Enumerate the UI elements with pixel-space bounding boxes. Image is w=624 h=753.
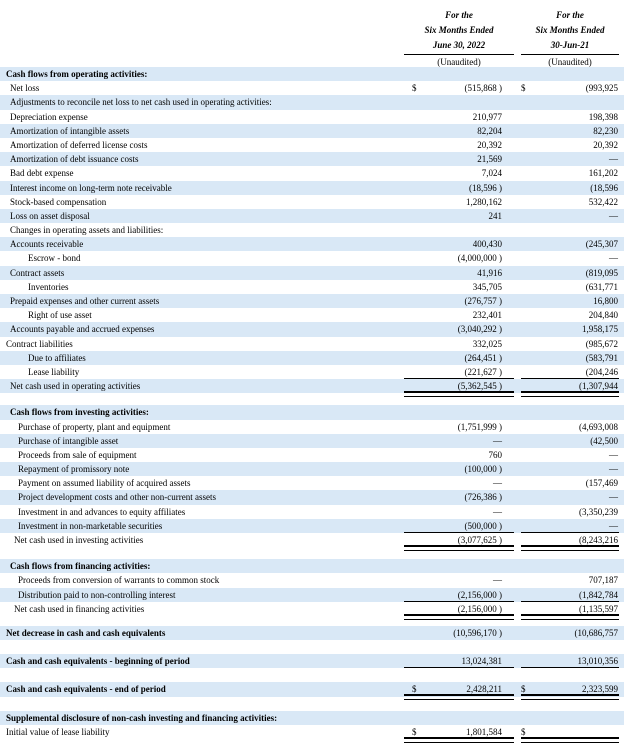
double-underline <box>521 614 619 620</box>
row-label: Amortization of debt issuance costs <box>10 154 139 165</box>
table-row <box>0 725 624 739</box>
unaudited-label: (Unaudited) <box>404 54 514 70</box>
value-2022: (100,000 ) <box>464 464 502 475</box>
value-2021: (8,243,216 <box>579 535 618 545</box>
table-row <box>0 181 624 195</box>
double-underline <box>521 694 619 700</box>
row-label: Adjustments to reconcile net loss to net cash used in operating activities: <box>10 97 272 108</box>
underline <box>404 667 514 668</box>
value-2022: — <box>493 506 502 517</box>
unaudited-label: (Unaudited) <box>521 54 619 70</box>
table-row <box>0 490 624 504</box>
value-2021: — <box>609 464 618 475</box>
value-2022: (5,362,545 ) <box>457 381 502 392</box>
value-2022: — <box>493 435 502 446</box>
value-2022: 400,430 <box>472 239 502 250</box>
row-label: Contract liabilities <box>6 338 73 349</box>
dollar-sign: $ <box>412 684 417 695</box>
table-row <box>0 266 624 280</box>
header-line: 30-Jun-21 <box>550 40 590 50</box>
double-underline <box>521 391 619 397</box>
value-2022: 1,280,162 <box>466 196 502 207</box>
double-underline <box>404 737 514 743</box>
table-row <box>0 420 624 434</box>
row-label: Purchase of property, plant and equipment <box>18 421 171 432</box>
dollar-sign: $ <box>412 726 417 737</box>
row-label: Net loss <box>10 83 40 94</box>
row-label: Distribution paid to non-controlling interest <box>18 589 176 600</box>
row-label: Repayment of promissory note <box>18 464 130 475</box>
value-2021: 20,392 <box>593 139 618 150</box>
row-label: Proceeds from conversion of warrants to common stock <box>18 575 220 586</box>
double-underline <box>521 545 619 551</box>
row-label: Payment on assumed liability of acquired assets <box>18 478 191 489</box>
column-header <box>0 0 624 67</box>
table-row <box>0 519 624 533</box>
header-line: Six Months Ended <box>424 25 494 35</box>
supplemental-title <box>0 711 624 725</box>
value-2022: 13,024,381 <box>461 656 502 667</box>
value-2021: 707,187 <box>588 575 618 586</box>
table-row <box>0 280 624 294</box>
total-row-operating <box>0 379 624 393</box>
row-label: Net cash used in operating activities <box>10 381 141 392</box>
value-2021: — <box>609 449 618 460</box>
row-label: Purchase of intangible asset <box>18 435 119 446</box>
value-2022: 82,204 <box>477 125 502 136</box>
value-2021: (1,307,944 <box>579 381 618 392</box>
value-2021: — <box>609 520 618 531</box>
row-label: Investment in and advances to equity affiliates <box>18 506 186 517</box>
value-2022: — <box>493 478 502 489</box>
value-2021: 82,230 <box>593 125 618 136</box>
row-label: Bad debt expense <box>10 168 74 179</box>
row-label: Accounts receivable <box>10 239 84 250</box>
table-row <box>0 95 624 109</box>
table-row <box>0 166 624 180</box>
value-2022: (276,757 ) <box>464 296 502 306</box>
value-2022: (264,451 ) <box>464 352 502 363</box>
row-label: Project development costs and other non-current assets <box>18 492 216 503</box>
value-2022: 7,024 <box>481 168 502 179</box>
table-row <box>0 223 624 237</box>
double-underline <box>404 614 514 620</box>
row-label: Due to affiliates <box>28 352 86 363</box>
dollar-sign: $ <box>521 684 526 695</box>
table-row <box>0 476 624 490</box>
value-2022: (1,751,999 ) <box>457 421 502 432</box>
value-2022: (3,077,625 ) <box>457 535 502 545</box>
table-row <box>0 81 624 95</box>
table-row <box>0 505 624 519</box>
value-2021: (1,842,784 <box>579 589 618 600</box>
table-row <box>0 110 624 124</box>
value-2022: 20,392 <box>477 139 502 150</box>
header-line: June 30, 2022 <box>432 40 486 50</box>
value-2021: (993,925 <box>585 83 618 94</box>
section-title-financing <box>0 559 624 573</box>
net-decrease-row <box>0 626 624 640</box>
header-line: For the <box>556 10 584 20</box>
section-title-investing <box>0 405 624 419</box>
value-2021: 13,010,356 <box>577 656 618 667</box>
underline <box>521 667 619 668</box>
value-2022: (500,000 ) <box>464 520 502 531</box>
value-2022: (221,627 ) <box>464 366 502 377</box>
value-2021: (18,596 <box>590 182 618 193</box>
row-label: Cash flows from financing activities: <box>10 561 151 572</box>
table-row <box>0 365 624 379</box>
row-label: Investment in non-marketable securities <box>18 520 163 531</box>
table-row <box>0 124 624 138</box>
row-label: Amortization of intangible assets <box>10 125 130 136</box>
value-2022: (3,040,292 ) <box>457 324 502 335</box>
row-label: Initial value of lease liability <box>6 726 110 737</box>
value-2021: 16,800 <box>593 296 618 306</box>
row-label: Stock-based compensation <box>10 196 107 207</box>
row-label: Accounts payable and accrued expenses <box>10 324 155 335</box>
dollar-sign: $ <box>521 726 526 737</box>
row-label: Cash and cash equivalents - beginning of period <box>6 656 190 667</box>
table-row <box>0 588 624 602</box>
total-row-financing <box>0 602 624 616</box>
table-row <box>0 351 624 365</box>
value-2022: 1,801,584 <box>466 726 502 737</box>
table-row <box>0 573 624 587</box>
section-title-operating <box>0 67 624 81</box>
table-row <box>0 237 624 251</box>
value-2022: 41,916 <box>477 267 502 278</box>
row-label: Interest income on long-term note receivable <box>10 182 172 193</box>
value-2022: (2,156,000 ) <box>457 589 502 600</box>
table-row <box>0 209 624 223</box>
row-label: Loss on asset disposal <box>10 210 90 221</box>
total-row-investing <box>0 533 624 547</box>
column-header-2022 <box>404 8 514 70</box>
value-2022: 332,025 <box>472 338 502 349</box>
value-2021: (3,350,239 <box>579 506 618 517</box>
row-label: Contract assets <box>10 267 65 278</box>
value-2021: 198,398 <box>588 111 618 122</box>
value-2021: (157,469 <box>585 478 618 489</box>
value-2022: (726,386 ) <box>464 492 502 503</box>
row-label: Cash flows from investing activities: <box>10 407 149 418</box>
table-row <box>0 152 624 166</box>
value-2022: (2,156,000 ) <box>457 603 502 614</box>
value-2021: — <box>609 210 618 221</box>
table-row <box>0 434 624 448</box>
table-row <box>0 337 624 351</box>
table-row <box>0 308 624 322</box>
value-2021: (1,135,597 <box>579 603 618 614</box>
row-label: Amortization of deferred license costs <box>10 139 148 150</box>
value-2021: 1,958,175 <box>582 324 618 335</box>
value-2021: 204,840 <box>588 310 618 321</box>
row-label: Changes in operating assets and liabilities: <box>10 225 164 236</box>
dollar-sign: $ <box>521 83 526 94</box>
table-row <box>0 195 624 209</box>
value-2021: (204,246 <box>585 366 618 377</box>
double-underline <box>404 545 514 551</box>
row-label: Net cash used in financing activities <box>14 603 145 614</box>
table-row <box>0 322 624 336</box>
column-header-2021 <box>521 8 619 70</box>
value-2022: 232,401 <box>472 310 502 321</box>
value-2022: 2,428,211 <box>466 684 502 695</box>
header-line: Six Months Ended <box>535 25 605 35</box>
value-2021: (819,095 <box>585 267 618 278</box>
table-row <box>0 294 624 308</box>
row-label: Net cash used in investing activities <box>14 535 144 545</box>
value-2021: (631,771 <box>585 281 618 292</box>
value-2021: 532,422 <box>588 196 618 207</box>
value-2021: (583,791 <box>585 352 618 363</box>
row-label: Inventories <box>28 281 69 292</box>
value-2022: 21,569 <box>477 154 502 165</box>
value-2021: — <box>609 154 618 165</box>
double-underline <box>404 391 514 397</box>
table-row <box>0 462 624 476</box>
row-label: Proceeds from sale of equipment <box>18 449 137 460</box>
ending-cash-row <box>0 682 624 696</box>
value-2022: (515,868 ) <box>464 83 502 94</box>
row-label: Prepaid expenses and other current assets <box>10 296 160 306</box>
value-2021: (985,672 <box>585 338 618 349</box>
value-2021: — <box>609 253 618 264</box>
row-label: Net decrease in cash and cash equivalents <box>6 627 166 638</box>
value-2021: — <box>609 492 618 503</box>
header-line: For the <box>445 10 473 20</box>
row-label: Escrow - bond <box>28 253 81 264</box>
value-2022: 345,705 <box>472 281 502 292</box>
value-2022: (18,596 ) <box>469 182 502 193</box>
value-2021: (42,500 <box>590 435 618 446</box>
table-row <box>0 448 624 462</box>
value-2022: — <box>493 575 502 586</box>
value-2022: (10,596,170 ) <box>453 627 502 638</box>
row-label: Right of use asset <box>28 310 92 321</box>
value-2022: 210,977 <box>472 111 502 122</box>
value-2021: (4,693,008 <box>579 421 618 432</box>
value-2021: (10,686,757 <box>574 627 618 638</box>
row-label: Depreciation expense <box>10 111 88 122</box>
dollar-sign: $ <box>412 83 417 94</box>
value-2021: (245,307 <box>585 239 618 250</box>
beginning-cash-row <box>0 654 624 668</box>
row-label: Supplemental disclosure of non-cash investing and financing activities: <box>6 712 278 723</box>
cash-flow-statement <box>0 67 624 739</box>
double-underline <box>404 694 514 700</box>
double-underline <box>521 737 619 743</box>
table-row <box>0 138 624 152</box>
row-label: Lease liability <box>28 366 80 377</box>
value-2021: 2,323,599 <box>582 684 618 695</box>
value-2022: 760 <box>488 449 502 460</box>
table-row <box>0 251 624 265</box>
value-2022: 241 <box>488 210 502 221</box>
value-2021: 161,202 <box>588 168 618 179</box>
value-2022: (4,000,000 ) <box>457 253 502 264</box>
row-label: Cash flows from operating activities: <box>6 69 148 79</box>
row-label: Cash and cash equivalents - end of period <box>6 684 166 695</box>
